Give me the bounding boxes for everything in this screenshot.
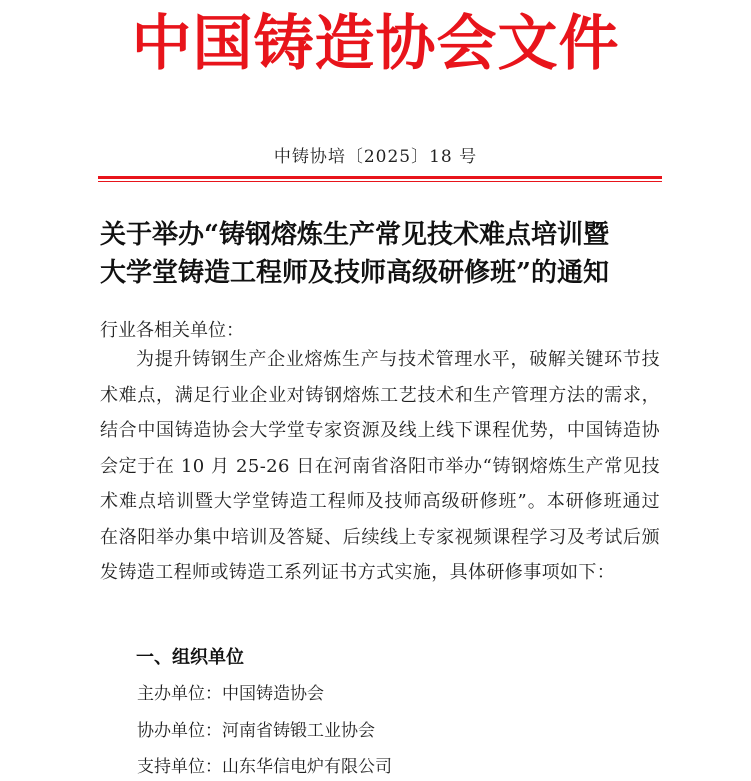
intro-paragraph: 为提升铸钢生产企业熔炼生产与技术管理水平，破解关键环节技术难点，满足行业企业对铸钢熔炼工艺技术和生产管理方法的需求，结合中国铸造协会大学堂专家资源及线上线下课程优势，中国铸造协会定于在 10 月 25-26 日在河南省洛阳市举办“铸钢熔炼生产常见技术难点培训暨大学堂铸造工程师及技师高级研修班”。本研修班通过在洛阳举办集中培训及答疑、后续线上专家视频课程学习及考试后颁发铸造工程师或铸造工系列证书方式实施，具体研修事项如下： xyxy=(100,349,660,583)
notice-title-line-1: 关于举办“铸钢熔炼生产常见技术难点培训暨 xyxy=(100,220,609,250)
notice-title-line-2: 大学堂铸造工程师及技师高级研修班”的通知 xyxy=(100,258,609,288)
salutation: 行业各相关单位： xyxy=(100,320,244,341)
section-heading-organizers: 一、组织单位 xyxy=(136,647,244,668)
organizer-line: 主办单位：中国铸造协会 xyxy=(137,684,324,704)
letterhead-divider-thin xyxy=(98,181,662,182)
supporter-line: 支持单位：山东华信电炉有限公司 xyxy=(137,757,392,777)
letterhead-title: 中国铸造协会文件 xyxy=(131,9,620,79)
co-organizer-line: 协办单位：河南省铸锻工业协会 xyxy=(137,721,375,741)
notice-title xyxy=(100,216,665,292)
letterhead-divider-thick xyxy=(98,176,662,179)
document-number: 中铸协培〔2025〕18 号 xyxy=(273,147,478,167)
